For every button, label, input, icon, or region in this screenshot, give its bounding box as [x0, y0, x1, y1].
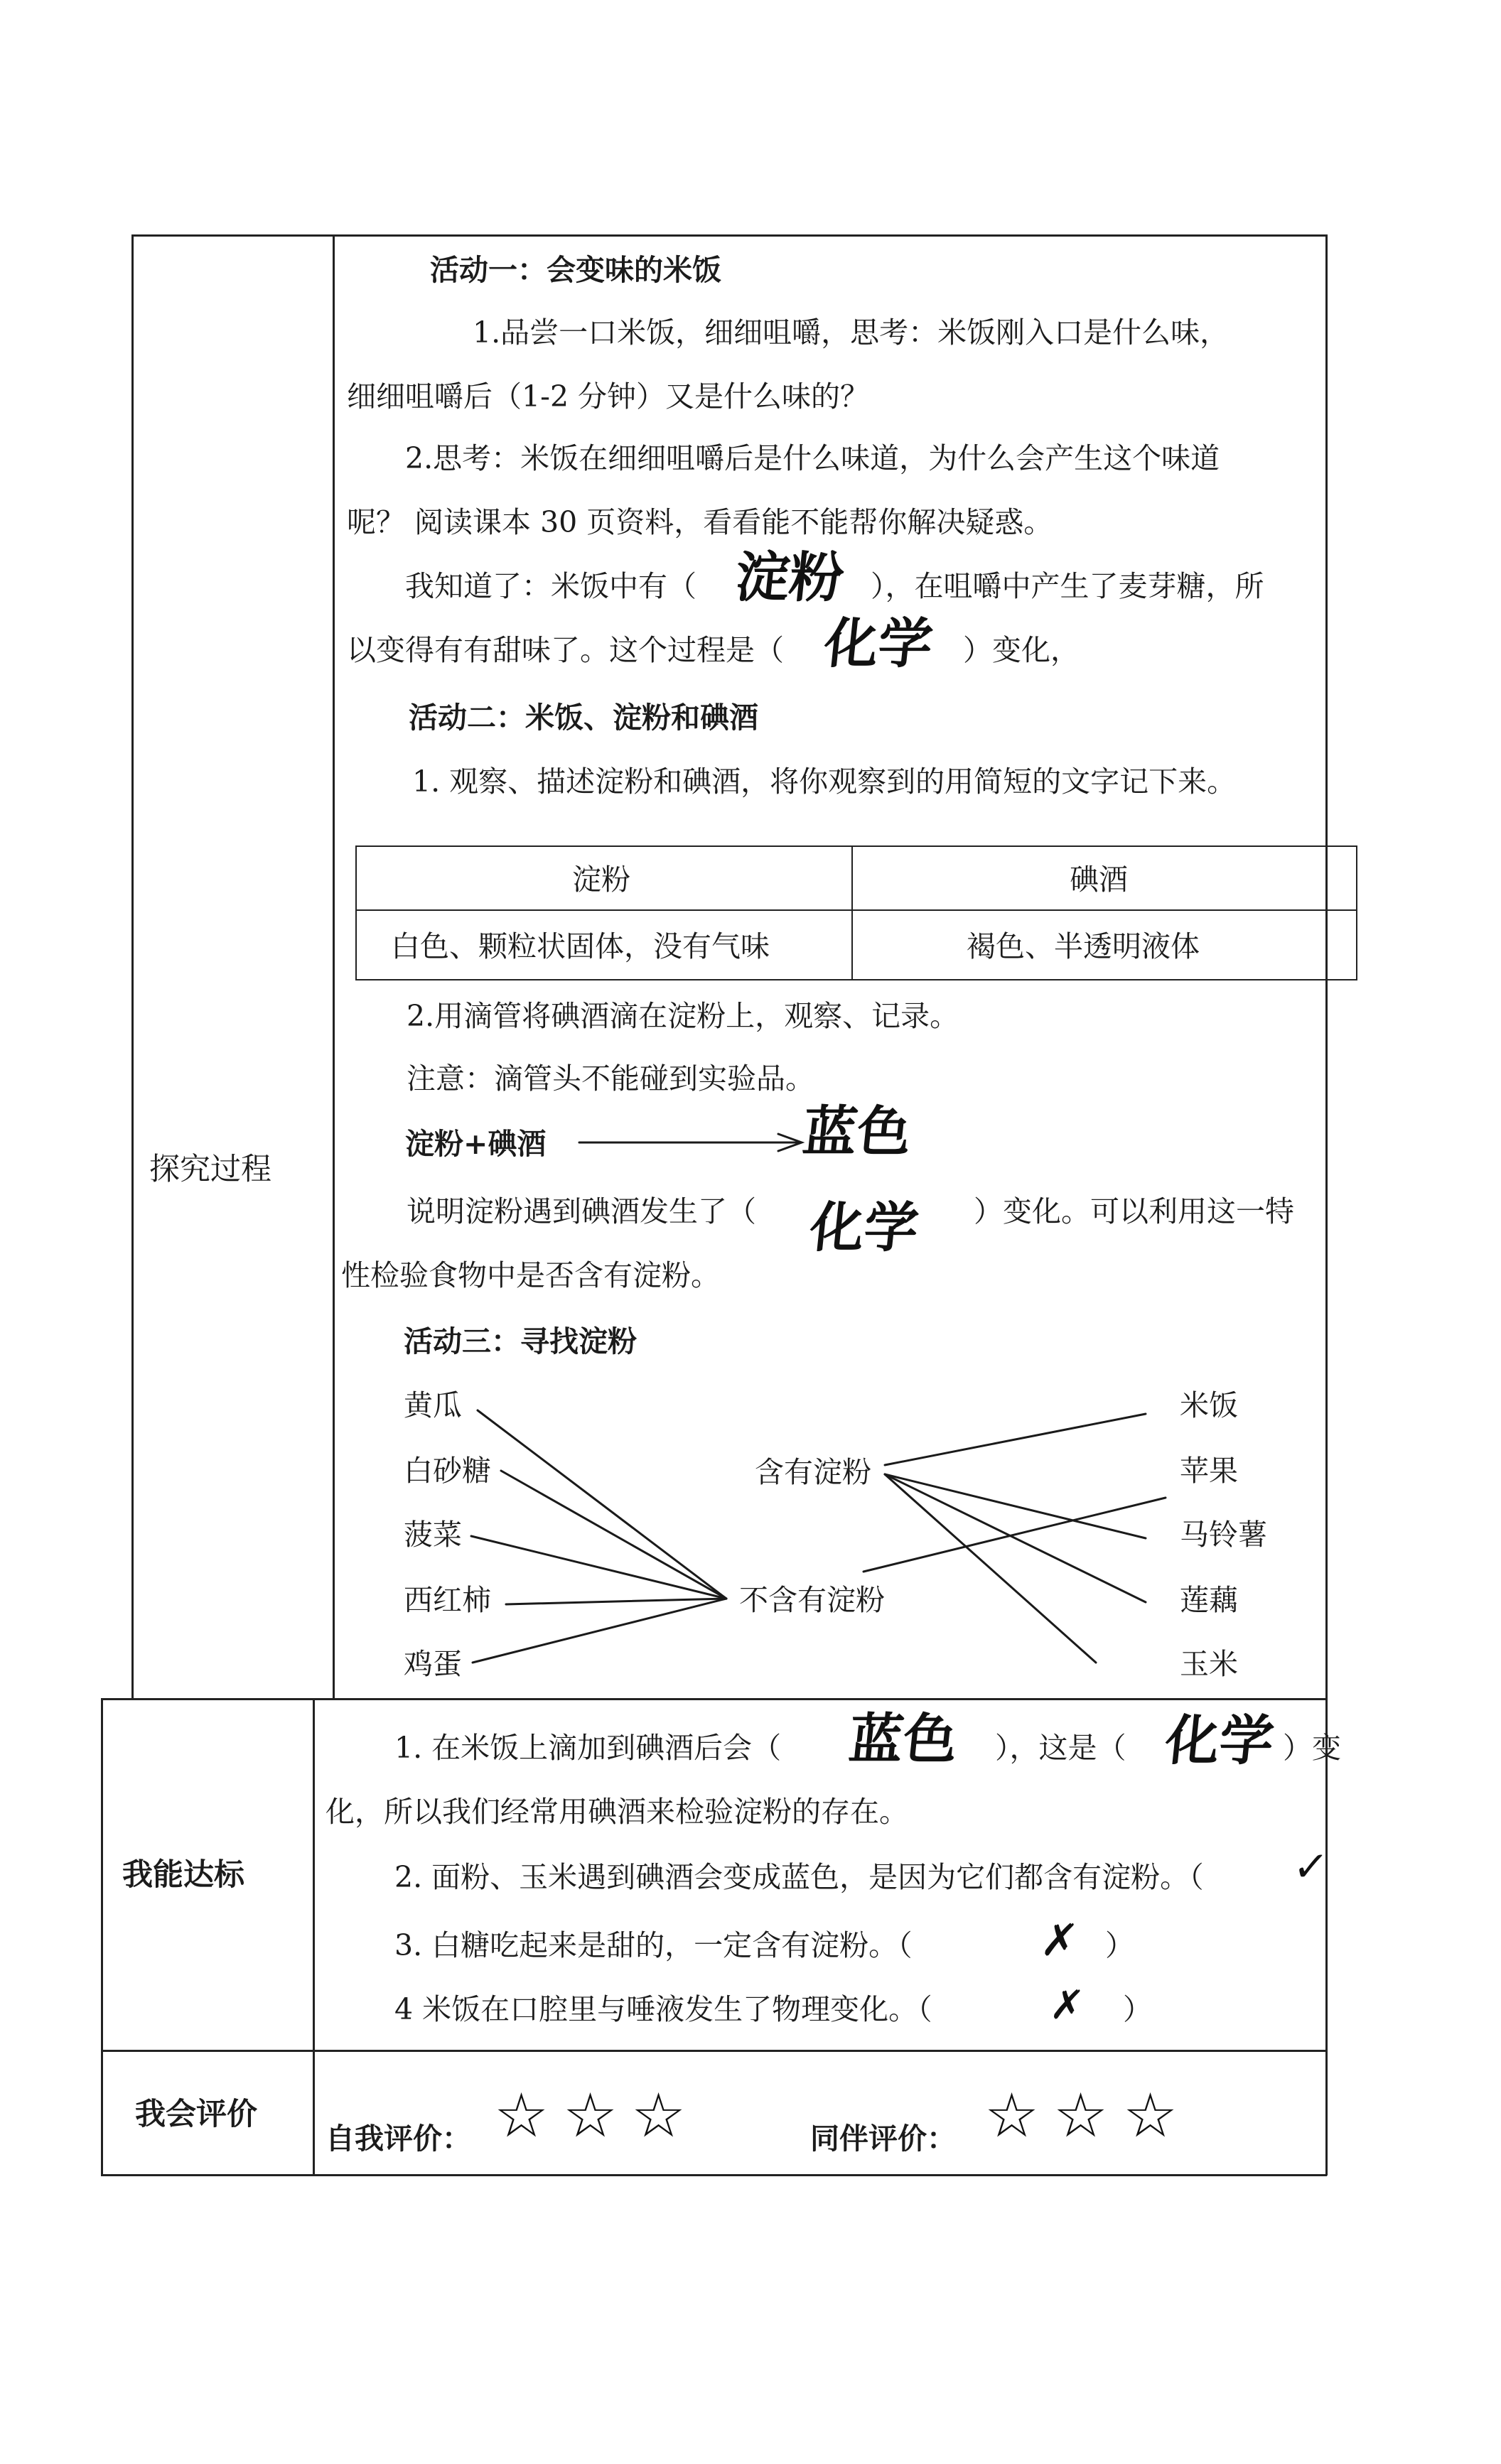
left-item-cucumber: 黄瓜: [404, 1388, 462, 1422]
activity3-title: 活动三：寻找淀粉: [404, 1324, 637, 1358]
standard-q1-text-a: 1. 在米饭上滴加到碘酒后会（: [394, 1731, 782, 1765]
activity1-q2-line1: 2.思考：米饭在细细咀嚼后是什么味道，为什么会产生这个味道: [405, 441, 1220, 475]
handwritten-answer-starch: 淀粉: [732, 546, 847, 609]
standard-q4: 4 米饭在口腔里与唾液发生了物理变化。（: [394, 1992, 932, 2026]
left-item-sugar: 白砂糖: [404, 1454, 491, 1488]
label-process: 探究过程: [149, 1152, 271, 1187]
standard-q2: 2. 面粉、玉米遇到碘酒会变成蓝色，是因为它们都含有淀粉。（: [394, 1860, 1204, 1894]
cross-mark-q3: ✗: [1038, 1914, 1081, 1966]
standard-q4-end: ）: [1123, 1992, 1152, 2026]
handwritten-answer-chemical-1: 化学: [821, 612, 936, 675]
label-evaluate: 我会评价: [135, 2097, 257, 2132]
match-line-lotus: [885, 1474, 1146, 1602]
category-no-starch: 不含有淀粉: [739, 1583, 885, 1617]
obs-table-cell-starch: 白色、颗粒状固体，没有气味: [391, 929, 770, 963]
match-line-potato: [864, 1498, 1166, 1572]
standard-q1-text-c: ）变: [1283, 1731, 1341, 1765]
right-item-apple: 苹果: [1180, 1454, 1238, 1488]
activity1-q1-line2: 细细咀嚼后（1-2 分钟）又是什么味的？: [347, 379, 870, 414]
category-has-starch: 含有淀粉: [755, 1455, 871, 1489]
handwritten-answer-blue: 蓝色: [800, 1100, 915, 1163]
activity2-explain-b: ）变化。可以利用这一特: [974, 1194, 1294, 1228]
activity2-q1: 1. 观察、描述淀粉和碘酒，将你观察到的用简短的文字记下来。: [412, 764, 1237, 799]
handwritten-answer-chemical-3: 化学: [1162, 1709, 1277, 1772]
activity1-know2-text-b: ）变化，: [963, 633, 1080, 667]
obs-table-cell-iodine: 褐色、半透明液体: [967, 929, 1200, 963]
left-item-spinach: 菠菜: [404, 1518, 462, 1552]
handwritten-answer-chemical-2: 化学: [807, 1196, 922, 1259]
activity2-title: 活动二：米饭、淀粉和碘酒: [409, 701, 758, 735]
self-evaluation-label: 自我评价：: [326, 2122, 471, 2156]
peer-star-2[interactable]: ☆: [1053, 2080, 1109, 2151]
self-star-2[interactable]: ☆: [563, 2080, 618, 2151]
activity1-title: 活动一：会变味的米饭: [430, 253, 721, 287]
standard-q3: 3. 白糖吃起来是甜的，一定含有淀粉。（: [394, 1928, 913, 1962]
activity1-know2-text-a: 以变得有有甜味了。这个过程是（: [347, 633, 784, 667]
right-item-corn: 玉米: [1180, 1647, 1238, 1681]
standard-q3-end: ）: [1105, 1928, 1134, 1962]
activity1-q1-line1: 1.品尝一口米饭，细细咀嚼，思考：米饭刚入口是什么味，: [473, 315, 1230, 350]
check-mark-q2: ✓: [1291, 1842, 1331, 1891]
right-item-lotus-root: 莲藕: [1180, 1583, 1238, 1617]
right-item-potato: 马铃薯: [1180, 1518, 1267, 1552]
left-item-tomato: 西红柿: [404, 1583, 491, 1617]
peer-star-3[interactable]: ☆: [1123, 2080, 1178, 2151]
match-line-sugar: [501, 1471, 726, 1599]
activity2-explain-a: 说明淀粉遇到碘酒发生了（: [407, 1194, 756, 1228]
activity1-know-text-a: 我知道了：米饭中有（: [405, 569, 696, 603]
reaction-label: 淀粉+碘酒: [405, 1127, 547, 1161]
activity2-explain2: 性检验食物中是否含有淀粉。: [341, 1258, 720, 1292]
standard-q1-text-b: ），这是（: [995, 1731, 1126, 1765]
activity2-note: 注意：滴管头不能碰到实验品。: [407, 1061, 814, 1096]
obs-table-header-starch: 淀粉: [572, 863, 630, 897]
obs-table-header-iodine: 碘酒: [1070, 863, 1128, 897]
activity1-q2-line2: 呢？ 阅读课本 30 页资料，看看能不能帮你解决疑惑。: [347, 505, 1053, 539]
peer-evaluation-label: 同伴评价：: [810, 2122, 956, 2156]
match-line-corn: [885, 1474, 1096, 1663]
match-line-egg: [473, 1599, 726, 1663]
match-line-tomato: [506, 1599, 726, 1604]
left-item-egg: 鸡蛋: [404, 1647, 462, 1681]
peer-star-1[interactable]: ☆: [984, 2080, 1040, 2151]
self-star-1[interactable]: ☆: [494, 2080, 549, 2151]
label-standard: 我能达标: [122, 1857, 244, 1893]
match-line-cucumber: [478, 1410, 726, 1599]
activity2-q2: 2.用滴管将碘酒滴在淀粉上，观察、记录。: [407, 999, 959, 1033]
activity1-know-text-b: ），在咀嚼中产生了麦芽糖，所: [871, 569, 1264, 603]
match-line-potato-2: [885, 1474, 1146, 1538]
standard-q1-line2: 化，所以我们经常用碘酒来检验淀粉的存在。: [326, 1795, 908, 1829]
handwritten-answer-blue-2: 蓝色: [846, 1707, 961, 1771]
match-line-rice: [885, 1414, 1146, 1465]
cross-mark-q4: ✗: [1048, 1982, 1087, 2028]
self-star-3[interactable]: ☆: [631, 2080, 687, 2151]
right-item-rice: 米饭: [1180, 1388, 1238, 1422]
match-line-spinach: [471, 1536, 726, 1599]
